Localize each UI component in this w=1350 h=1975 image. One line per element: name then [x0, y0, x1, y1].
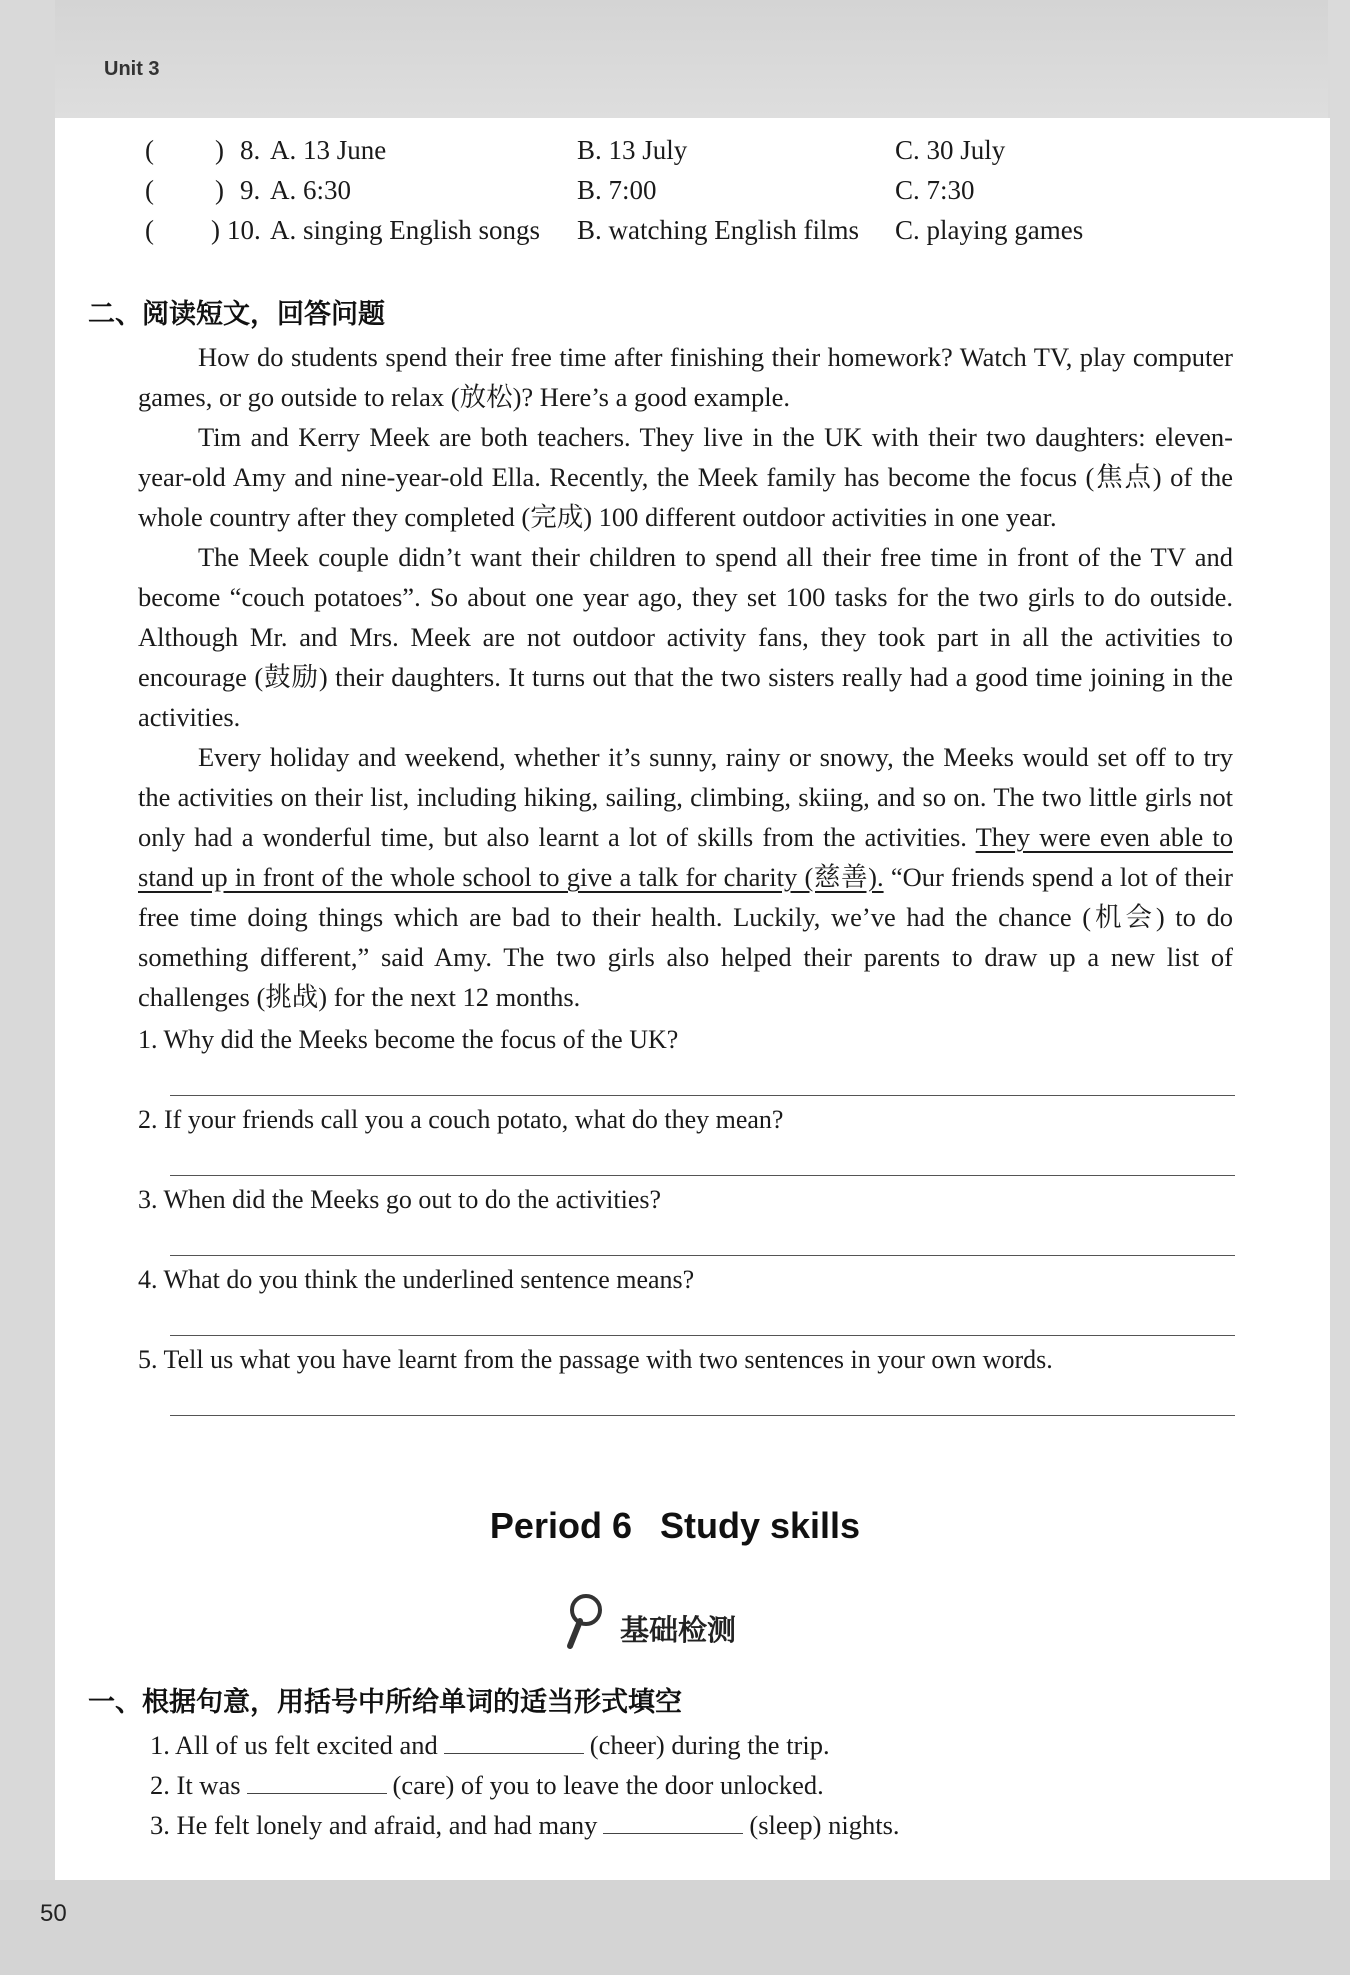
jichu-label: 基础检测 — [620, 1613, 737, 1647]
fill-text-after: (cheer) during the trip. — [589, 1730, 830, 1760]
answer-line-2[interactable] — [170, 1175, 1235, 1176]
fill-item-1 — [150, 1727, 830, 1761]
period-number: Period 6 — [489, 1505, 632, 1546]
fill-text-after: (care) of you to leave the door unlocked. — [392, 1770, 824, 1800]
answer-line-5[interactable] — [170, 1415, 1235, 1416]
option-c: C. 30 July — [895, 135, 1006, 165]
page-border-right — [1328, 0, 1350, 1975]
fill-text-before: 3. He felt lonely and afraid, and had many — [150, 1810, 598, 1840]
answer-paren-close: ) — [215, 135, 224, 165]
passage-paragraph-3: The Meek couple didn’t want their children to spend all their free time in front of the TV and become “couch potatoes”. So about one year ago, they set 100 tasks for the two girls to do outside. Although Mr. and Mrs. Meek are not outdoor activity fans, they took part in all the activities to encourage (鼓励) their daughters. It turns out that the two sisters really had a good time joining in the activities. — [138, 542, 1233, 732]
fill-item-3 — [150, 1807, 900, 1841]
answer-paren[interactable]: ( — [145, 215, 154, 245]
fill-item-2 — [150, 1767, 824, 1801]
magnifier-icon — [560, 1590, 610, 1650]
underlined-sentence: They were even able to stand up in front of the whole school to give a talk for charity (慈善). — [138, 822, 1233, 892]
option-b: B. watching English films — [577, 215, 859, 245]
question-4: 4. What do you think the underlined sentence means? — [138, 1265, 695, 1294]
page-number: 50 — [40, 1900, 67, 1927]
fill-text-before: 1. All of us felt excited and — [150, 1730, 438, 1760]
period-name: Study skills — [659, 1505, 861, 1546]
fill-blank[interactable] — [603, 1807, 743, 1834]
page-border-top — [0, 0, 1350, 120]
question-number: 10. — [227, 215, 261, 245]
question-1: 1. Why did the Meeks become the focus of the UK? — [138, 1025, 679, 1054]
page-border-bottom — [0, 1880, 1350, 1975]
passage-paragraph-4 — [138, 737, 1233, 1017]
answer-line-1[interactable] — [170, 1095, 1235, 1096]
jichu-badge — [560, 1590, 737, 1650]
fill-text-before: 2. It was — [150, 1770, 241, 1800]
reading-passage — [138, 337, 1233, 1017]
question-5: 5. Tell us what you have learnt from the passage with two sentences in your own words. — [138, 1345, 1053, 1374]
answer-line-3[interactable] — [170, 1255, 1235, 1256]
question-number: 8. — [240, 135, 261, 165]
option-a: A. 6:30 — [270, 175, 351, 205]
section-heading-fill: 一、根据句意，用括号中所给单词的适当形式填空 — [88, 1687, 682, 1718]
option-c: C. playing games — [895, 215, 1084, 245]
paragraph-text: Every holiday and weekend, whether it’s sunny, rainy or snowy, the Meeks would set off to try the activities on their list, including hiking, sailing, climbing, skiing, and so on. The two little girls not only had a wonderful time, but also learnt a lot of skills from the activities. — [138, 742, 1233, 852]
passage-paragraph-1: How do students spend their free time after finishing their homework? Watch TV, play computer games, or go outside to relax (放松)? Here’s a good example. — [138, 342, 1233, 412]
answer-paren-close: ) — [211, 215, 220, 245]
answer-paren[interactable]: ( — [145, 175, 154, 205]
answer-line-4[interactable] — [170, 1335, 1235, 1336]
option-a: A. 13 June — [270, 135, 387, 165]
question-2: 2. If your friends call you a couch potato, what do they mean? — [138, 1105, 784, 1134]
option-b: B. 13 July — [577, 135, 688, 165]
option-b: B. 7:00 — [577, 175, 657, 205]
paragraph-text: “Our friends spend a lot of their free time doing things which are bad to their health. Luckily, we’ve had the chance (机会) to do something different,” said Amy. The two girls also helped their parents to draw up a new list of challenges (挑战) for the next 12 months. — [138, 862, 1233, 1012]
option-a: A. singing English songs — [270, 215, 541, 245]
period-title — [0, 1505, 1350, 1547]
answer-paren-close: ) — [215, 175, 224, 205]
unit-label: Unit 3 — [104, 58, 160, 80]
fill-text-after: (sleep) nights. — [749, 1810, 900, 1840]
page-border-left — [0, 0, 55, 1975]
question-3: 3. When did the Meeks go out to do the activities? — [138, 1185, 662, 1214]
fill-blank[interactable] — [247, 1767, 387, 1794]
option-c: C. 7:30 — [895, 175, 975, 205]
section-heading-reading: 二、阅读短文，回答问题 — [88, 299, 385, 330]
passage-paragraph-2: Tim and Kerry Meek are both teachers. They live in the UK with their two daughters: eleven-year-old Amy and nine-year-old Ella. Recently, the Meek family has become the focus (焦点) of the whole country after they completed (完成) 100 different outdoor activities in one year. — [138, 422, 1233, 532]
fill-blank[interactable] — [444, 1727, 584, 1754]
answer-paren[interactable]: ( — [145, 135, 154, 165]
question-number: 9. — [240, 175, 261, 205]
